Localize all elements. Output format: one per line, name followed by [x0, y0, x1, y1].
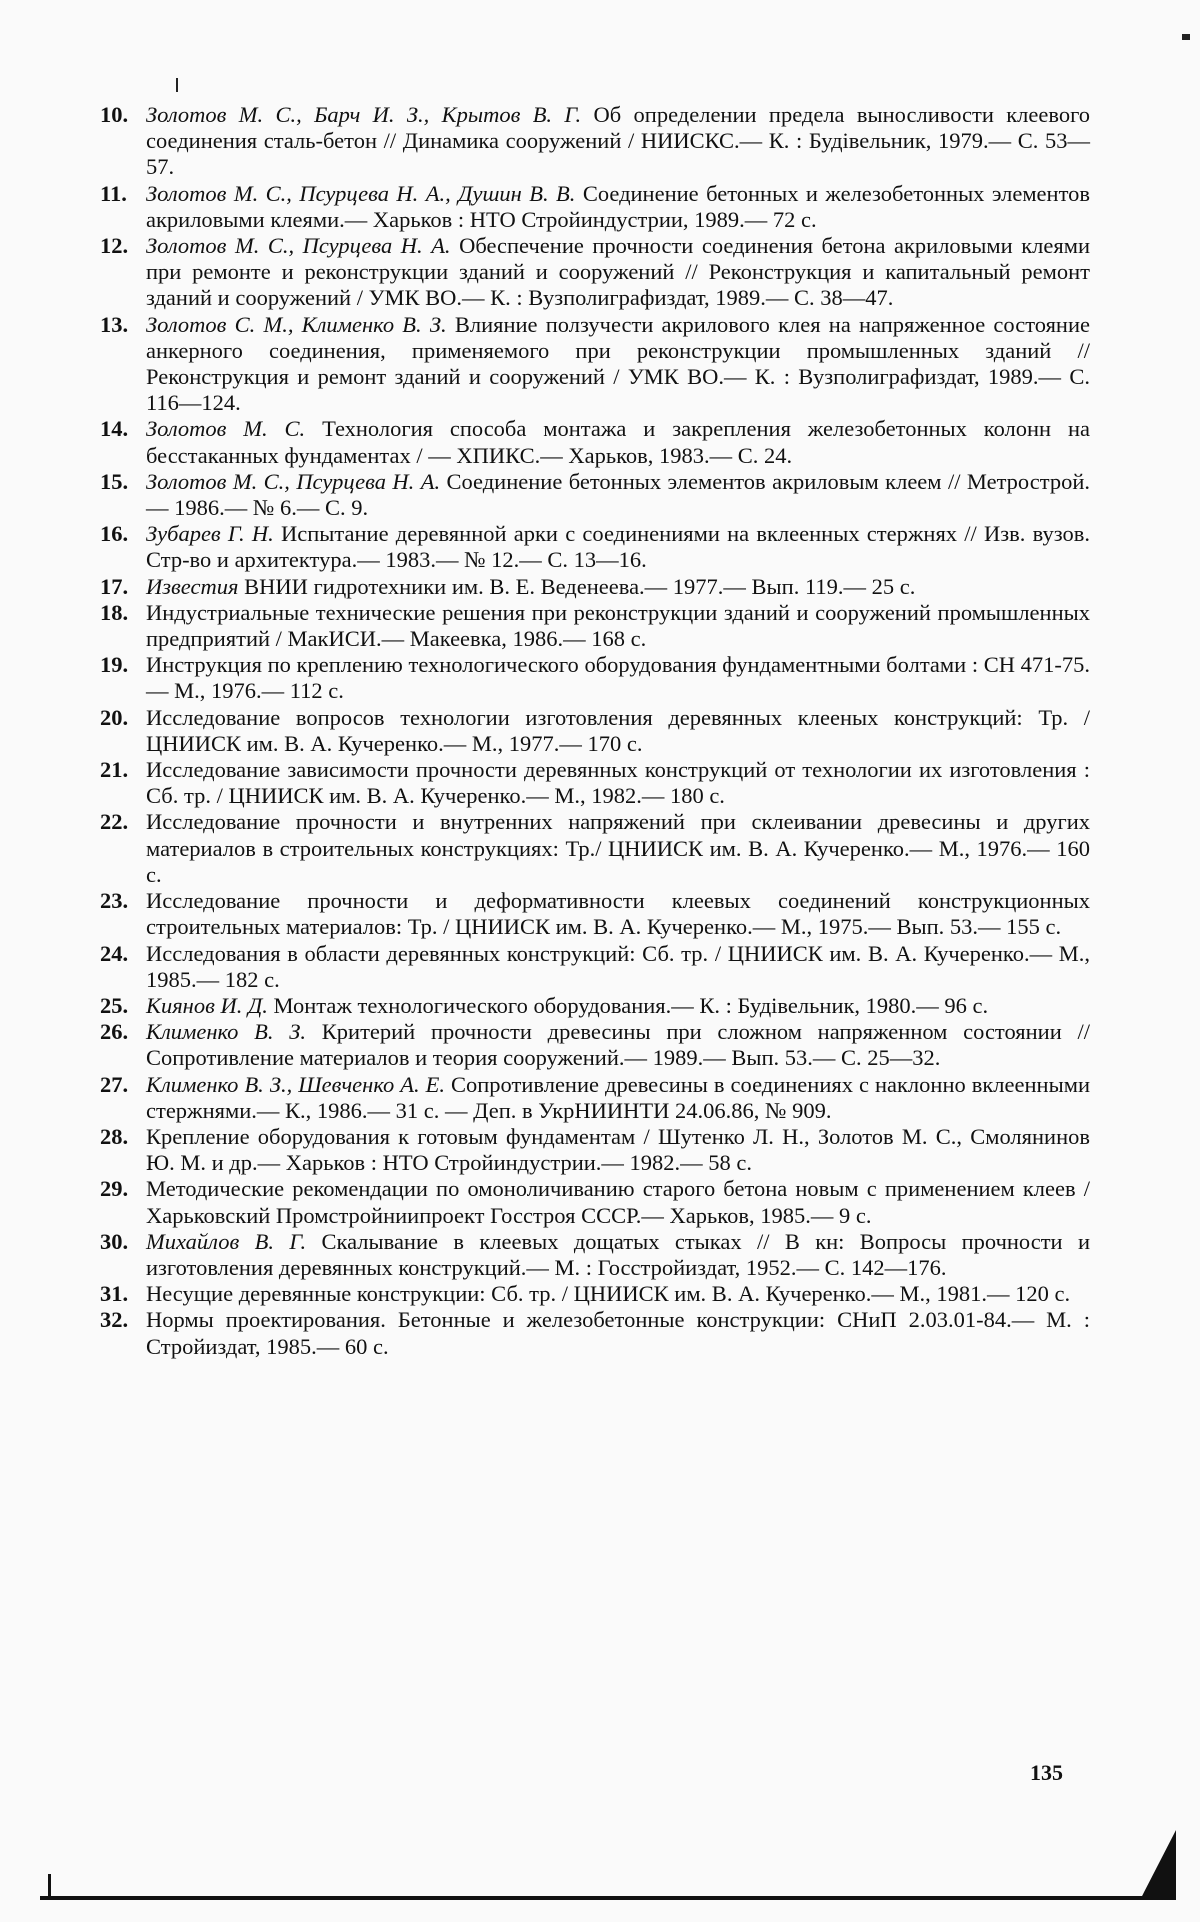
reference-text: Нормы проектирования. Бетонные и железобетонные конструкции: СНиП 2.03.01-84.— М. : Стройиздат, 1985.— 60 с. [146, 1307, 1090, 1359]
reference-item [100, 809, 1090, 888]
reference-number: 11. [100, 180, 127, 206]
reference-item [100, 521, 1090, 573]
reference-text: Несущие деревянные конструкции: Сб. тр. / ЦНИИСК им. В. А. Кучеренко.— М., 1981.— 120 с. [146, 1281, 1071, 1307]
reference-authors: Золотов С. М., Клименко В. З. [146, 311, 447, 337]
reference-number: 31. [100, 1281, 129, 1307]
reference-text: ВНИИ гидротехники им. В. Е. Веденеева.— 1977.— Вып. 119.— 25 с. [238, 573, 916, 599]
page-number: 135 [1030, 1760, 1063, 1785]
reference-item [100, 600, 1090, 652]
reference-item [100, 574, 1090, 600]
reference-authors: Золотов М. С., Псурцева Н. А., Душин В. В. [146, 180, 576, 206]
reference-item [100, 181, 1090, 233]
reference-item [100, 652, 1090, 704]
reference-text: Об определении предела выносливости клеевого соединения сталь-бетон // Динамика сооружений / НИИСКС.— К. : Будiвельник, 1979.— С. 53—57. [146, 102, 1091, 180]
reference-number: 26. [100, 1019, 129, 1045]
reference-item [100, 1019, 1090, 1071]
reference-number: 16. [100, 521, 129, 547]
scan-edge-mark [48, 1874, 51, 1896]
reference-number: 18. [100, 599, 129, 625]
reference-item [100, 416, 1090, 468]
reference-authors: Михайлов В. Г. [146, 1228, 307, 1254]
reference-authors: Золотов М. С., Псурцева Н. А. [146, 233, 451, 259]
reference-authors: Известия [146, 573, 239, 599]
reference-number: 23. [100, 888, 129, 914]
reference-text: Исследование прочности и внутренних напряжений при склеивании древесины и других материалов в строительных конструкциях: Тр./ ЦНИИСК им. В. А. Кучеренко.— М., 1976.— 160 с. [146, 809, 1090, 887]
reference-text: Методические рекомендации по омоноличиванию старого бетона новым с применением клеев / Харьковский Промстройниипроект Госстроя СССР.— Харьков, 1985.— 9 с. [146, 1176, 1090, 1228]
reference-number: 21. [100, 757, 129, 783]
reference-item [100, 233, 1090, 312]
reference-text: Испытание деревянной арки с соединениями на вклеенных стержнях // Изв. вузов. Стр-во и архитектура.— 1983.— № 12.— С. 13—16. [146, 521, 1090, 573]
scan-mark [1182, 34, 1190, 40]
reference-authors: Клименко В. З. [146, 1019, 307, 1045]
reference-authors: Золотов М. С., Псурцева Н. А. [146, 468, 441, 494]
reference-item [100, 757, 1090, 809]
reference-item [100, 941, 1090, 993]
reference-number: 12. [100, 233, 129, 259]
reference-number: 19. [100, 652, 129, 678]
reference-text: Соединение бетонных и железобетонных элементов акриловыми клеями.— Харьков : НТО Стройиндустрии, 1989.— 72 с. [146, 180, 1090, 232]
reference-text: Исследование прочности и деформативности клеевых соединений конструкционных строительных материалов: Тр. / ЦНИИСК им. В. А. Кучеренко.— М., 1975.— Вып. 53.— 155 с. [146, 888, 1090, 940]
reference-item [100, 1229, 1090, 1281]
scan-mark [176, 78, 178, 92]
reference-number: 24. [100, 940, 129, 966]
reference-text: Технология способа монтажа и закрепления железобетонных колонн на бесстаканных фундаментах / — ХПИКС.— Харьков, 1983.— С. 24. [146, 416, 1090, 468]
reference-number: 27. [100, 1071, 129, 1097]
reference-text: Обеспечение прочности соединения бетона акриловыми клеями при ремонте и реконструкции зданий и сооружений // Реконструкция и капитальный ремонт зданий и сооружений / УМК ВО.— К. : Вузполиграфиздат, 1989.— С. 38—47. [146, 233, 1090, 311]
reference-number: 14. [100, 416, 129, 442]
reference-text: Индустриальные технические решения при реконструкции зданий и сооружений промышленных предприятий / МакИСИ.— Макеевка, 1986.— 168 с. [146, 599, 1090, 652]
reference-text: Исследование зависимости прочности деревянных конструкций от технологии их изготовления : Сб. тр. / ЦНИИСК им. В. А. Кучеренко.— М., 1982.— 180 с. [146, 757, 1090, 809]
reference-text: Инструкция по креплению технологического оборудования фундаментными болтами : СН 471-75.— М., 1976.— 112 с. [146, 652, 1090, 704]
reference-number: 28. [100, 1123, 129, 1149]
reference-item [100, 1124, 1090, 1176]
reference-item [100, 469, 1090, 521]
reference-number: 25. [100, 992, 129, 1018]
reference-text: Монтаж технологического оборудования.— К. : Будiвельник, 1980.— 96 с. [267, 992, 989, 1018]
reference-text: Крепление оборудования к готовым фундаментам / Шутенко Л. Н., Золотов М. С., Смолянинов Ю. М. и др.— Харьков : НТО Стройиндустрии.— 1982.— 58 с. [146, 1123, 1090, 1176]
reference-authors: Киянов И. Д. [146, 992, 268, 1018]
reference-number: 15. [100, 468, 129, 494]
reference-item [100, 993, 1090, 1019]
reference-number: 30. [100, 1228, 129, 1254]
reference-item [100, 312, 1090, 417]
reference-item [100, 1307, 1090, 1359]
reference-number: 17. [100, 573, 129, 599]
scan-edge-shadow [1140, 1830, 1176, 1900]
reference-list [100, 102, 1090, 1360]
reference-text: Критерий прочности древесины при сложном напряженном состоянии // Сопротивление материалов и теория сооружений.— 1989.— Вып. 53.— С. 25—32. [146, 1019, 1090, 1071]
reference-authors: Зубарев Г. Н. [146, 521, 274, 547]
scan-edge-line [40, 1896, 1175, 1900]
reference-text: Соединение бетонных элементов акриловым клеем // Метрострой.— 1986.— № 6.— С. 9. [146, 468, 1090, 521]
reference-number: 20. [100, 704, 129, 730]
reference-number: 32. [100, 1307, 129, 1333]
reference-text: Исследование вопросов технологии изготовления деревянных клееных конструкций: Тр. / ЦНИИСК им. В. А. Кучеренко.— М., 1977.— 170 с. [146, 704, 1090, 756]
reference-authors: Золотов М. С. [146, 416, 306, 442]
reference-item [100, 1072, 1090, 1124]
reference-number: 22. [100, 809, 129, 835]
reference-text: Влияние ползучести акрилового клея на напряженное состояние анкерного соединения, применяемого при реконструкции промышленных зданий // Реконструкция и ремонт зданий и сооружений / УМК ВО.— К. : Вузполиграфиздат, 1989.— С. 116—124. [146, 311, 1090, 416]
reference-item [100, 705, 1090, 757]
reference-authors: Золотов М. С., Барч И. З., Крытов В. Г. [146, 102, 582, 127]
reference-item [100, 888, 1090, 940]
reference-item [100, 102, 1090, 181]
reference-item [100, 1176, 1090, 1228]
reference-text: Сопротивление древесины в соединениях с наклонно вклеенными стержнями.— К., 1986.— 31 с. — Деп. в УкрНИИНТИ 24.06.86, № 909. [146, 1071, 1090, 1123]
reference-text: Исследования в области деревянных конструкций: Сб. тр. / ЦНИИСК им. В. А. Кучеренко.— М., 1985.— 182 с. [146, 940, 1090, 992]
reference-number: 10. [100, 102, 129, 127]
reference-authors: Клименко В. З., Шевченко А. Е. [146, 1071, 445, 1097]
reference-number: 13. [100, 311, 129, 337]
reference-number: 29. [100, 1176, 129, 1202]
reference-item [100, 1281, 1090, 1307]
reference-text: Скалывание в клеевых дощатых стыках // В кн: Вопросы прочности и изготовления деревянных конструкций.— М. : Госстройиздат, 1952.— С. 142—176. [146, 1228, 1091, 1280]
